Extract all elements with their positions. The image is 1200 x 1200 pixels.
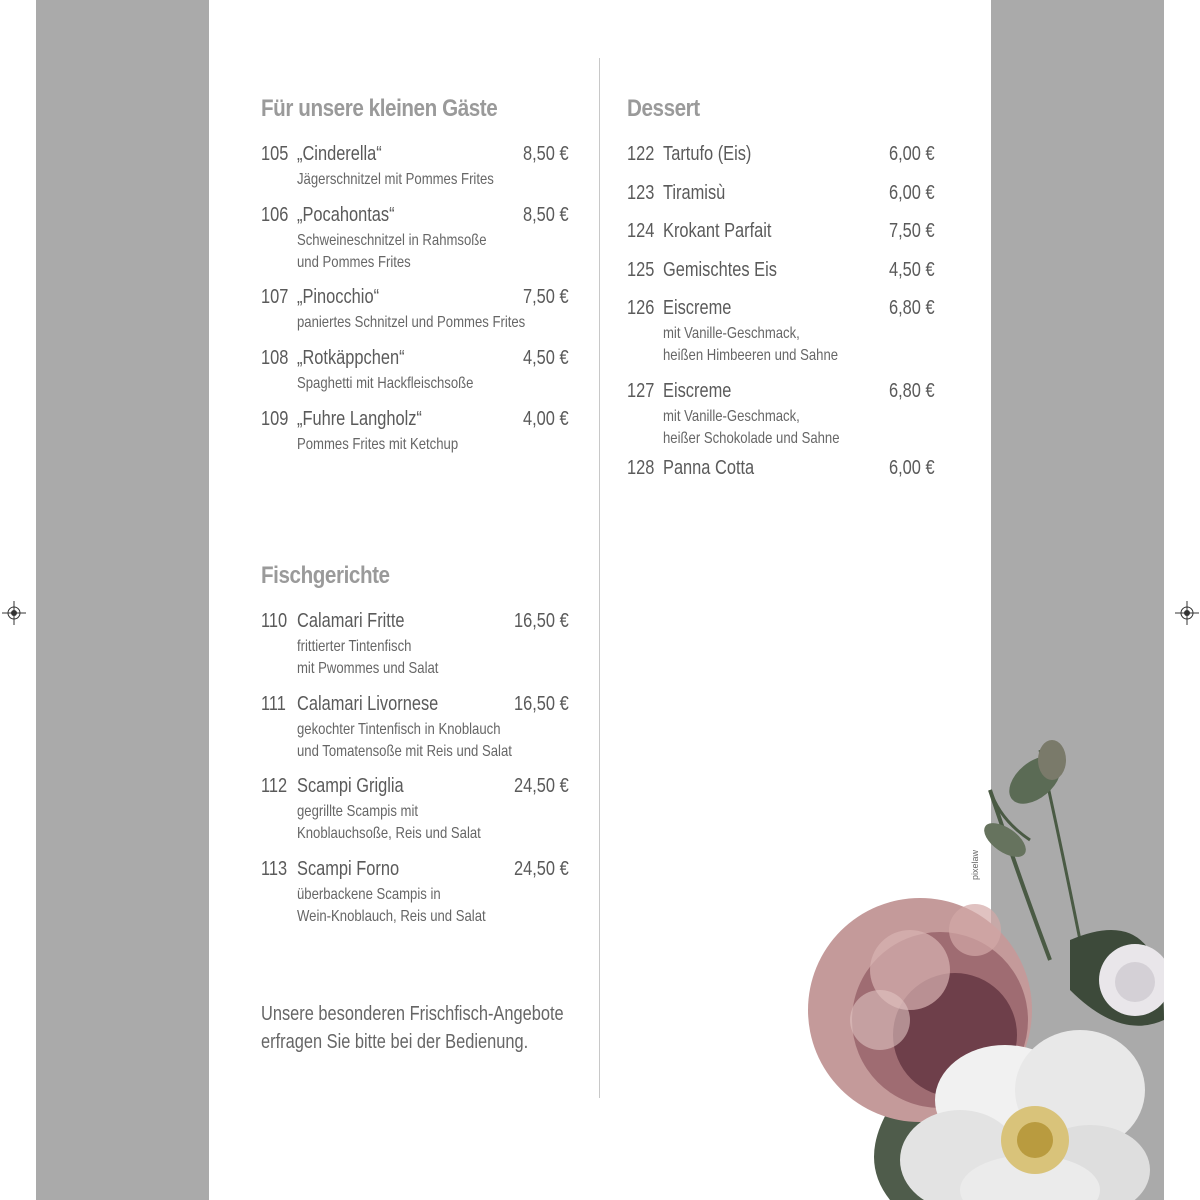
item-description xyxy=(261,312,569,334)
menu-item xyxy=(261,610,569,680)
item-number: 124 xyxy=(627,220,655,242)
item-number: 108 xyxy=(261,347,289,369)
item-description xyxy=(261,434,569,456)
menu-item xyxy=(627,220,935,244)
description-line: heißer Schokolade und Sahne xyxy=(663,430,840,447)
item-price: 7,50 € xyxy=(889,220,935,242)
item-price: 4,50 € xyxy=(889,259,935,281)
note-line: erfragen Sie bitte bei der Bedienung. xyxy=(261,1031,529,1053)
description-line: mit Pwommes und Salat xyxy=(297,660,439,677)
menu-item xyxy=(627,457,935,481)
item-price: 16,50 € xyxy=(514,610,569,632)
description-line: frittierter Tintenfisch xyxy=(297,638,412,655)
note-line: Unsere besonderen Frischfisch-Angebote xyxy=(261,1003,564,1025)
image-credit: pixelaw xyxy=(970,849,980,880)
item-number: 112 xyxy=(261,775,288,797)
description-line: Jägerschnitzel mit Pommes Frites xyxy=(297,171,494,188)
item-number: 106 xyxy=(261,204,289,226)
item-name: Eiscreme xyxy=(663,297,732,319)
item-name: „Rotkäppchen“ xyxy=(297,347,405,369)
item-name: Krokant Parfait xyxy=(663,220,772,242)
description-line: Wein-Knoblauch, Reis und Salat xyxy=(297,908,486,925)
menu-item xyxy=(627,297,935,367)
item-number: 127 xyxy=(627,380,655,402)
item-name: Gemischtes Eis xyxy=(663,259,777,281)
column-divider xyxy=(599,58,600,1098)
item-name: Eiscreme xyxy=(663,380,732,402)
description-line: gegrillte Scampis mit xyxy=(297,803,419,820)
item-name: Calamari Livornese xyxy=(297,693,439,715)
menu-item xyxy=(261,775,569,845)
menu-item xyxy=(261,204,569,274)
section-title-fish: Fischgerichte xyxy=(261,562,390,589)
menu-item xyxy=(261,143,569,191)
item-number: 110 xyxy=(261,610,288,632)
item-number: 126 xyxy=(627,297,655,319)
item-price: 16,50 € xyxy=(514,693,569,715)
item-price: 4,50 € xyxy=(523,347,569,369)
item-number: 109 xyxy=(261,408,289,430)
item-name: Scampi Griglia xyxy=(297,775,404,797)
item-name: Panna Cotta xyxy=(663,457,755,479)
item-name: „Pinocchio“ xyxy=(297,286,380,308)
item-price: 24,50 € xyxy=(514,858,569,880)
item-price: 6,00 € xyxy=(889,143,935,165)
menu-item xyxy=(261,408,569,456)
menu-item xyxy=(261,286,569,334)
menu-item xyxy=(261,347,569,395)
item-price: 6,00 € xyxy=(889,182,935,204)
item-number: 107 xyxy=(261,286,289,308)
section-title-kids: Für unsere kleinen Gäste xyxy=(261,95,498,122)
item-price: 7,50 € xyxy=(523,286,569,308)
menu-item xyxy=(627,182,935,206)
fresh-fish-note xyxy=(261,1000,630,1056)
description-line: und Tomatensoße mit Reis und Salat xyxy=(297,743,512,760)
item-price: 6,80 € xyxy=(889,380,935,402)
item-description xyxy=(261,801,569,845)
description-line: Knoblauchsoße, Reis und Salat xyxy=(297,825,481,842)
registration-mark-icon xyxy=(2,601,26,625)
item-name: Tiramisù xyxy=(663,182,726,204)
item-number: 113 xyxy=(261,858,288,880)
menu-item xyxy=(261,858,569,928)
item-name: „Pocahontas“ xyxy=(297,204,395,226)
menu-item xyxy=(627,380,935,450)
item-price: 24,50 € xyxy=(514,775,569,797)
item-number: 111 xyxy=(261,693,286,715)
item-description xyxy=(261,169,569,191)
menu-item xyxy=(627,259,935,283)
item-name: „Cinderella“ xyxy=(297,143,382,165)
item-description xyxy=(627,406,935,450)
item-description xyxy=(261,884,569,928)
item-name: „Fuhre Langholz“ xyxy=(297,408,422,430)
item-name: Scampi Forno xyxy=(297,858,400,880)
flower-bouquet-icon xyxy=(790,720,1164,1200)
description-line: Pommes Frites mit Ketchup xyxy=(297,436,459,453)
description-line: heißen Himbeeren und Sahne xyxy=(663,347,839,364)
description-line: mit Vanille-Geschmack, xyxy=(663,408,800,425)
item-number: 128 xyxy=(627,457,655,479)
item-description xyxy=(261,719,569,763)
description-line: Spaghetti mit Hackfleischsoße xyxy=(297,375,474,392)
description-line: Schweineschnitzel in Rahmsoße xyxy=(297,232,487,249)
item-name: Calamari Fritte xyxy=(297,610,405,632)
description-line: paniertes Schnitzel und Pommes Frites xyxy=(297,314,526,331)
registration-mark-icon xyxy=(1175,601,1199,625)
item-number: 125 xyxy=(627,259,655,281)
item-number: 122 xyxy=(627,143,655,165)
description-line: überbackene Scampis in xyxy=(297,886,441,903)
item-description xyxy=(261,230,569,274)
item-description xyxy=(261,636,569,680)
item-price: 8,50 € xyxy=(523,204,569,226)
item-price: 6,80 € xyxy=(889,297,935,319)
item-price: 4,00 € xyxy=(523,408,569,430)
item-price: 8,50 € xyxy=(523,143,569,165)
menu-item xyxy=(627,143,935,167)
item-description xyxy=(627,323,935,367)
item-price: 6,00 € xyxy=(889,457,935,479)
description-line: mit Vanille-Geschmack, xyxy=(663,325,800,342)
item-number: 105 xyxy=(261,143,289,165)
description-line: gekochter Tintenfisch in Knoblauch xyxy=(297,721,501,738)
item-description xyxy=(261,373,569,395)
left-gray-band xyxy=(36,0,209,1200)
item-name: Tartufo (Eis) xyxy=(663,143,752,165)
section-title-dessert: Dessert xyxy=(627,95,700,122)
description-line: und Pommes Frites xyxy=(297,254,411,271)
item-number: 123 xyxy=(627,182,655,204)
menu-item xyxy=(261,693,569,763)
